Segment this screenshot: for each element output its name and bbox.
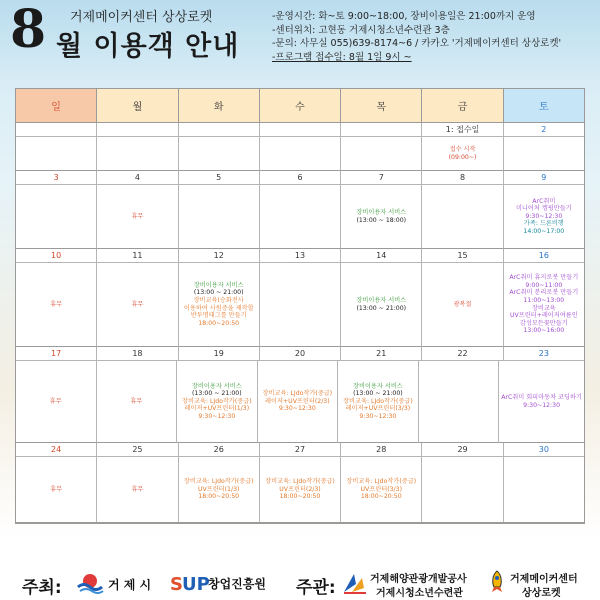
event-line: (13:00 ~ 21:00) bbox=[193, 289, 244, 297]
calendar-week bbox=[16, 123, 584, 171]
day-number: 3 bbox=[16, 171, 97, 185]
event-line: 휴무 bbox=[130, 397, 143, 405]
event-line: 장비이용자 서비스 bbox=[352, 382, 403, 390]
month-number: 8 bbox=[10, 0, 47, 60]
day-number: 5 bbox=[179, 171, 260, 185]
day-number: 30 bbox=[504, 443, 584, 457]
day-cell bbox=[260, 185, 341, 249]
geoje-logo-icon bbox=[76, 572, 104, 594]
day-number: 9 bbox=[504, 171, 584, 185]
event-line: 9:30~12:30 bbox=[198, 412, 236, 420]
calendar-week bbox=[16, 443, 584, 523]
page-header bbox=[0, 0, 600, 80]
day-number: 14 bbox=[341, 249, 422, 263]
event-line: 레이저+UV프린터(1/3) bbox=[184, 405, 250, 413]
day-number: 27 bbox=[260, 443, 341, 457]
rocket-logo-icon bbox=[486, 570, 508, 594]
day-cell bbox=[177, 361, 258, 443]
host-geoje-name: 거 제 시 bbox=[108, 578, 152, 592]
organizer-maker-line1: 거제메이커센터 bbox=[510, 574, 578, 585]
event-line: 9:30~12:30 bbox=[278, 405, 316, 413]
event-line: 18:00~20:50 bbox=[198, 319, 240, 327]
event-line: ArC취미 분리로봇 만들기 bbox=[509, 289, 579, 297]
day-number: 23 bbox=[504, 347, 584, 361]
event-line: (13:00 ~ 21:00) bbox=[353, 390, 403, 398]
info-registration: -프로그램 접수일: 8월 1일 9시 ~ bbox=[272, 51, 412, 63]
day-body-row bbox=[16, 137, 584, 171]
day-cell bbox=[97, 137, 178, 171]
info-hours: -운영시간: 화~토 9:00~18:00, 장비이용일은 21:00까지 운영 bbox=[272, 11, 536, 22]
event-line: 레이저+UV프린터(2/3) bbox=[265, 397, 330, 405]
event-line: 9:30~12:30 bbox=[359, 412, 397, 420]
event-line: 18:00~20:50 bbox=[279, 493, 321, 501]
event-line: 11:00~13:00 bbox=[523, 296, 565, 304]
event-line: 9:00~11:00 bbox=[525, 281, 563, 289]
day-number: 17 bbox=[16, 347, 97, 361]
day-cell bbox=[179, 263, 260, 347]
calendar-week bbox=[16, 347, 584, 443]
day-number bbox=[179, 123, 260, 137]
day-number: 18 bbox=[97, 347, 178, 361]
event-line: 접수 시작 bbox=[449, 145, 476, 153]
svg-text:UP: UP bbox=[182, 574, 210, 595]
event-line: 레이저+UV프린터(3/3) bbox=[345, 405, 411, 413]
event-line: 휴무 bbox=[49, 397, 62, 405]
event-line: 휴무 bbox=[50, 300, 63, 308]
day-number: 16 bbox=[504, 249, 584, 263]
day-cell bbox=[341, 457, 422, 523]
event-line: ArC취미 휴지로봇 만들기 bbox=[509, 274, 579, 282]
day-number: 10 bbox=[16, 249, 97, 263]
day-cell bbox=[16, 263, 97, 347]
event-line: (13:00 ~ 18:00) bbox=[356, 216, 407, 224]
day-number: 13 bbox=[260, 249, 341, 263]
day-cell bbox=[16, 361, 97, 443]
day-cell bbox=[422, 137, 503, 171]
day-cell bbox=[341, 137, 422, 171]
day-body-row bbox=[16, 263, 584, 347]
day-number-row bbox=[16, 443, 584, 457]
day-cell bbox=[422, 185, 503, 249]
day-cell bbox=[504, 137, 584, 171]
day-number: 4 bbox=[97, 171, 178, 185]
day-number: 25 bbox=[97, 443, 178, 457]
day-number-row bbox=[16, 171, 584, 185]
day-cell bbox=[260, 457, 341, 523]
event-line: 가족: 드론비행 bbox=[523, 220, 564, 228]
day-cell bbox=[97, 185, 178, 249]
day-number-row bbox=[16, 347, 584, 361]
day-number bbox=[97, 123, 178, 137]
day-cell bbox=[97, 457, 178, 523]
event-line: 장비교육: LJdo작가(중급) bbox=[262, 390, 333, 398]
day-cell bbox=[422, 457, 503, 523]
event-line: 장비이용자 서비스 bbox=[356, 208, 407, 216]
event-line: UV프린터(1/3) bbox=[197, 485, 240, 493]
day-number bbox=[341, 123, 422, 137]
day-cell bbox=[179, 185, 260, 249]
event-line: 9:30~12:30 bbox=[523, 401, 561, 409]
day-body-row bbox=[16, 361, 584, 443]
day-cell bbox=[260, 137, 341, 171]
day-cell bbox=[499, 361, 584, 443]
day-body-row bbox=[16, 457, 584, 523]
day-number: 7 bbox=[341, 171, 422, 185]
day-cell bbox=[422, 263, 503, 347]
event-line: 장비이용자 서비스 bbox=[356, 296, 407, 304]
event-line: ArC취미 회피마동차 코딩하기 bbox=[501, 393, 582, 401]
day-number: 29 bbox=[422, 443, 503, 457]
host-label: 주최: bbox=[22, 578, 62, 598]
day-number: 28 bbox=[341, 443, 422, 457]
event-line: (09:00~) bbox=[448, 153, 477, 161]
tourism-corp-logo-icon bbox=[342, 572, 368, 594]
day-number: 15 bbox=[422, 249, 503, 263]
day-number: 2 bbox=[504, 123, 584, 137]
day-cell bbox=[341, 263, 422, 347]
day-number: 22 bbox=[422, 347, 503, 361]
calendar-week bbox=[16, 249, 584, 347]
weekday-monday: 월 bbox=[97, 89, 178, 123]
host-startup-agency: 창업진흥원 bbox=[208, 577, 266, 591]
event-line: 장비교육(승화전사 bbox=[193, 296, 244, 304]
event-line: 휴무 bbox=[131, 485, 144, 493]
weekday-tuesday: 화 bbox=[179, 89, 260, 123]
event-line: 미니어처 캠핑만들기 bbox=[515, 205, 572, 213]
day-cell bbox=[179, 457, 260, 523]
svg-text:S: S bbox=[170, 574, 183, 595]
footer bbox=[0, 566, 600, 600]
event-line: 장비교육: LJdo작가(중급) bbox=[265, 478, 335, 486]
event-line: 18:00~20:50 bbox=[360, 493, 402, 501]
organizer-maker-line2: 상상로켓 bbox=[522, 588, 561, 599]
day-number: 1: 접수일 bbox=[422, 123, 503, 137]
event-line: (13:00 ~ 21:00) bbox=[192, 390, 242, 398]
day-number bbox=[260, 123, 341, 137]
day-cell bbox=[504, 185, 584, 249]
day-cell bbox=[179, 137, 260, 171]
event-line: 휴무 bbox=[50, 485, 63, 493]
event-line: UV프린터+레이저여름인 bbox=[509, 312, 578, 320]
day-cell bbox=[504, 457, 584, 523]
day-cell bbox=[16, 185, 97, 249]
event-line: 장비교육: LJdo작가(중급) bbox=[343, 397, 413, 405]
weekday-header-row bbox=[16, 89, 584, 123]
event-line: ArC취미 bbox=[532, 197, 556, 205]
day-body-row bbox=[16, 185, 584, 249]
page-title: 월 이용객 안내 bbox=[56, 31, 240, 62]
center-name: 거제메이커센터 상상로켓 bbox=[70, 10, 213, 25]
organizer-tourism-line1: 거제해양관광개발공사 bbox=[370, 574, 467, 585]
event-line: (13:00 ~ 21:00) bbox=[356, 304, 407, 312]
event-line: 장비이용자 서비스 bbox=[191, 382, 242, 390]
event-line: 장비교육 bbox=[531, 304, 556, 312]
calendar-week bbox=[16, 171, 584, 249]
event-line: 9:30~12:30 bbox=[525, 212, 563, 220]
day-cell bbox=[97, 361, 178, 443]
day-number-row bbox=[16, 249, 584, 263]
event-line: 휴무 bbox=[131, 300, 144, 308]
organizer-label: 주관: bbox=[296, 578, 336, 598]
event-line: 반투명태그를 만들기 bbox=[190, 312, 247, 320]
day-number: 24 bbox=[16, 443, 97, 457]
weekday-thursday: 목 bbox=[341, 89, 422, 123]
day-number: 12 bbox=[179, 249, 260, 263]
day-cell bbox=[16, 457, 97, 523]
startup-logo-icon bbox=[170, 571, 210, 595]
weekday-saturday: 토 bbox=[504, 89, 584, 123]
event-line: 장비이용자 서비스 bbox=[193, 281, 244, 289]
weekday-sunday: 일 bbox=[16, 89, 97, 123]
event-line: 광복절 bbox=[453, 300, 472, 308]
day-number: 21 bbox=[341, 347, 422, 361]
day-cell bbox=[341, 185, 422, 249]
day-cell bbox=[258, 361, 339, 443]
day-cell bbox=[260, 263, 341, 347]
info-location: -센터위치: 고현동 거제시청소년수련관 3층 bbox=[272, 24, 450, 36]
event-line: 장비교육: LJdo작가(중급) bbox=[181, 397, 252, 405]
organizer-tourism-line2: 거제시청소년수련관 bbox=[376, 588, 463, 599]
day-number: 26 bbox=[179, 443, 260, 457]
day-number: 8 bbox=[422, 171, 503, 185]
day-number: 20 bbox=[260, 347, 341, 361]
event-line: 장비교육: LJdo작가(중급) bbox=[346, 478, 417, 486]
day-number: 19 bbox=[179, 347, 260, 361]
event-line: UV프린터(2/3) bbox=[279, 485, 321, 493]
day-cell bbox=[504, 263, 584, 347]
day-number: 6 bbox=[260, 171, 341, 185]
event-line: 18:00~20:50 bbox=[198, 493, 240, 501]
event-line: 장비교육: LJdo작가(중급) bbox=[183, 478, 254, 486]
day-number-row bbox=[16, 123, 584, 137]
info-block bbox=[272, 10, 597, 64]
day-cell bbox=[338, 361, 419, 443]
day-cell bbox=[97, 263, 178, 347]
weekday-friday: 금 bbox=[422, 89, 503, 123]
event-line: 이용하여 사원증을 제작할 bbox=[183, 304, 254, 312]
event-line: 감성모든꽃만들기 bbox=[519, 319, 568, 327]
info-contact: -문의: 사무실 055)639-8174~6 / 카카오 '거제메이커센터 상상로켓' bbox=[272, 38, 562, 49]
event-line: 휴무 bbox=[131, 212, 144, 220]
event-line: 13:00~16:00 bbox=[523, 327, 565, 335]
day-cell bbox=[419, 361, 500, 443]
calendar bbox=[15, 88, 585, 524]
event-line: 14:00~17:00 bbox=[523, 227, 565, 235]
day-cell bbox=[16, 137, 97, 171]
day-number bbox=[16, 123, 97, 137]
event-line: UV프린터(3/3) bbox=[360, 485, 402, 493]
day-number: 11 bbox=[97, 249, 178, 263]
weekday-wednesday: 수 bbox=[260, 89, 341, 123]
